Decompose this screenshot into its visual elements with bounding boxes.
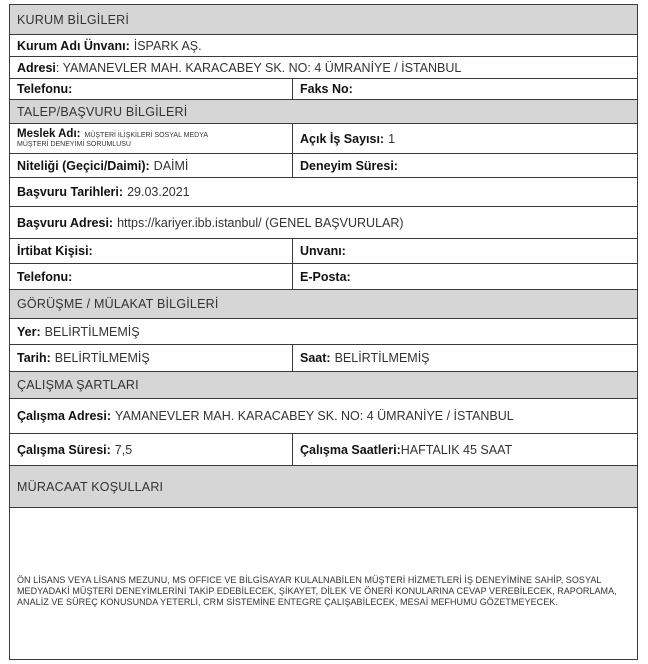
field-label: Açık İş Sayısı: [300,131,385,146]
field-value: İSPARK AŞ. [133,38,202,53]
field-label: Niteliği (Geçici/Daimi): [17,158,150,173]
section-header-talep [10,100,637,124]
field-value: MÜŞTERİ İLİŞKİLERİ SOSYAL MEDYA [84,132,209,139]
field-label: Çalışma Süresi: [17,442,111,457]
row-nitelik [10,154,637,178]
field-value: DAİMİ [153,158,189,173]
field-label: Adresi [17,60,56,75]
row-calisma-sure-saatler [10,434,637,466]
section-title: TALEP/BAŞVURU BİLGİLERİ [17,104,188,119]
field-value: 7,5 [114,442,133,457]
field-label: Tarih: [17,351,51,365]
section-title: MÜRACAAT KOŞULLARI [17,479,164,494]
field-label: Çalışma Saatleri: [300,442,401,457]
field-value: HAFTALIK 45 SAAT [400,442,513,457]
row-basvuru-adresi [10,207,637,239]
field-value: MÜŞTERİ DENEYİMİ SORUMLUSU [17,141,131,148]
section-title: ÇALIŞMA ŞARTLARI [17,378,139,392]
field-label: Çalışma Adresi: [17,409,112,423]
row-telefon-faks [10,79,637,100]
row-adres [10,57,637,79]
field-label: Faks No: [300,82,353,96]
section-header-muracaat [10,466,637,508]
field-label: Başvuru Adresi: [17,215,114,230]
field-value: YAMANEVLER MAH. KARACABEY SK. NO: 4 ÜMRANİYE / İSTANBUL [115,409,514,423]
field-label: Telefonu: [17,269,73,284]
row-tarih-saat [10,345,637,372]
section-title: KURUM BİLGİLERİ [17,12,130,27]
field-label: Telefonu: [17,82,73,96]
section-header-gorusme [10,290,637,319]
field-value: BELİRTİLMEMİŞ [334,351,430,365]
section-header-calisma [10,372,637,399]
field-value: 1 [388,131,396,146]
field-label: Deneyim Süresi: [300,158,398,173]
field-label: Saat: [300,351,331,365]
field-label: Unvanı: [300,244,346,258]
field-value: 29.03.2021 [127,185,190,199]
field-label: Kurum Adı Ünvanı: [17,38,130,53]
row-calisma-adresi [10,399,637,434]
field-label: Meslek Adı: [17,128,81,140]
row-basvuru-tarihleri [10,178,637,207]
field-value: BELİRTİLMEMİŞ [44,324,140,339]
field-value: : YAMANEVLER MAH. KARACABEY SK. NO: 4 ÜMRANİYE / İSTANBUL [55,60,462,75]
row-meslek [10,124,637,154]
job-posting-form [9,4,638,660]
field-label: E-Posta: [300,269,351,284]
field-value: https://kariyer.ibb.istanbul/ (GENEL BAŞVURULAR) [117,215,404,230]
application-conditions-text: ÖN LİSANS VEYA LİSANS MEZUNU, MS OFFICE VE BİLGİSAYAR KULALNABİLEN MÜŞTERİ HİZMETLERİ İŞ DENEYİMİNE SAHİP, SOSYAL MEDYADAKİ MÜŞTERİ DENEYİMLERİNİ TAKİP EDEBİLECEK, ŞİKAYET, DİLEK VE ÖNERİ KONULARINA CEVAP VEREBİLECEK, RAPORLAMA, ANALİZ VE SÜREÇ KONUSUNDA YETERLİ, CRM SİSTEMİNE ENTEGRE ÇALIŞABİLECEK, MESAİ MEFHUMU GÖZETMEYECEK. [17,575,617,607]
section-title: GÖRÜŞME / MÜLAKAT BİLGİLERİ [17,297,219,311]
row-yer [10,319,637,345]
section-header-kurum [10,5,637,35]
field-label: Başvuru Tarihleri: [17,185,124,199]
row-irtibat [10,239,637,264]
field-value: BELİRTİLMEMİŞ [54,351,150,365]
row-kurum-adi [10,35,637,57]
field-label: Yer: [17,324,41,339]
field-label: İrtibat Kişisi: [17,244,93,258]
row-telefon-eposta [10,264,637,290]
